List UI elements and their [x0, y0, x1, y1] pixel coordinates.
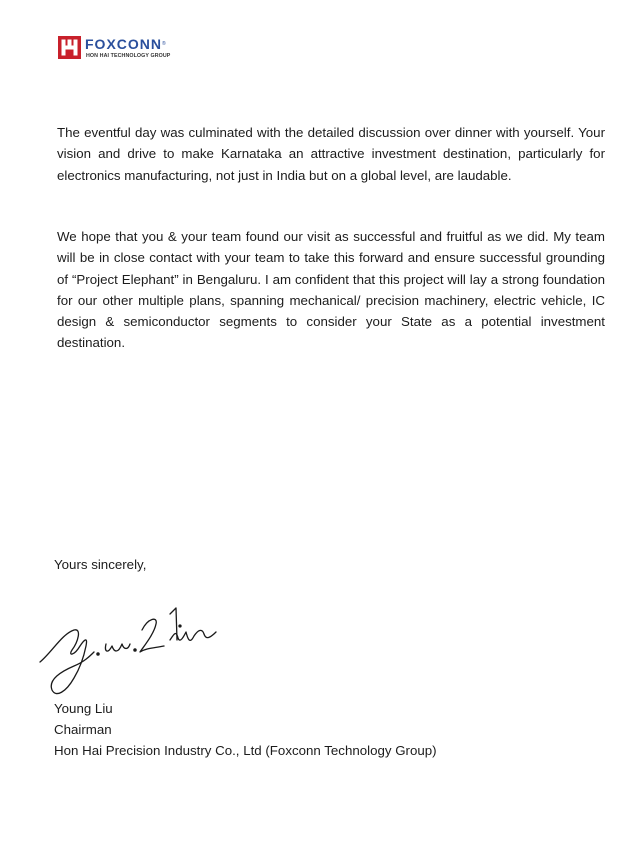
closing-salutation: Yours sincerely, — [54, 557, 147, 572]
brand-name — [85, 37, 167, 51]
foxconn-logo-icon — [58, 36, 81, 59]
letter-paragraph-1: The eventful day was culminated with the detailed discussion over dinner with yourself. Your vision and drive to make Karnataka an attractive investment destination, particularly for electronics manufacturing, not just in India but on a global level, are laudable. — [57, 125, 605, 183]
signer-title: Chairman — [54, 722, 112, 737]
brand-tagline: HON HAI TECHNOLOGY GROUP — [86, 53, 171, 59]
registered-mark: ® — [162, 41, 167, 47]
handwritten-signature — [30, 600, 240, 705]
letter-paragraph-2: We hope that you & your team found our visit as successful and fruitful as we did. My team will be in close contact with your team to take this forward and ensure successful grounding of “Project Elephant” in Bengaluru. I am confident that this project will lay a strong foundation for our other multiple plans, spanning mechanical/ precision machinery, electric vehicle, IC design & semiconductor segments to consider your State as a potential investment destination. — [57, 229, 605, 351]
signer-company: Hon Hai Precision Industry Co., Ltd (Foxconn Technology Group) — [54, 743, 437, 758]
brand-name-text: FOXCONN — [85, 36, 162, 52]
company-logo — [58, 36, 198, 64]
signer-name: Young Liu — [54, 701, 113, 716]
